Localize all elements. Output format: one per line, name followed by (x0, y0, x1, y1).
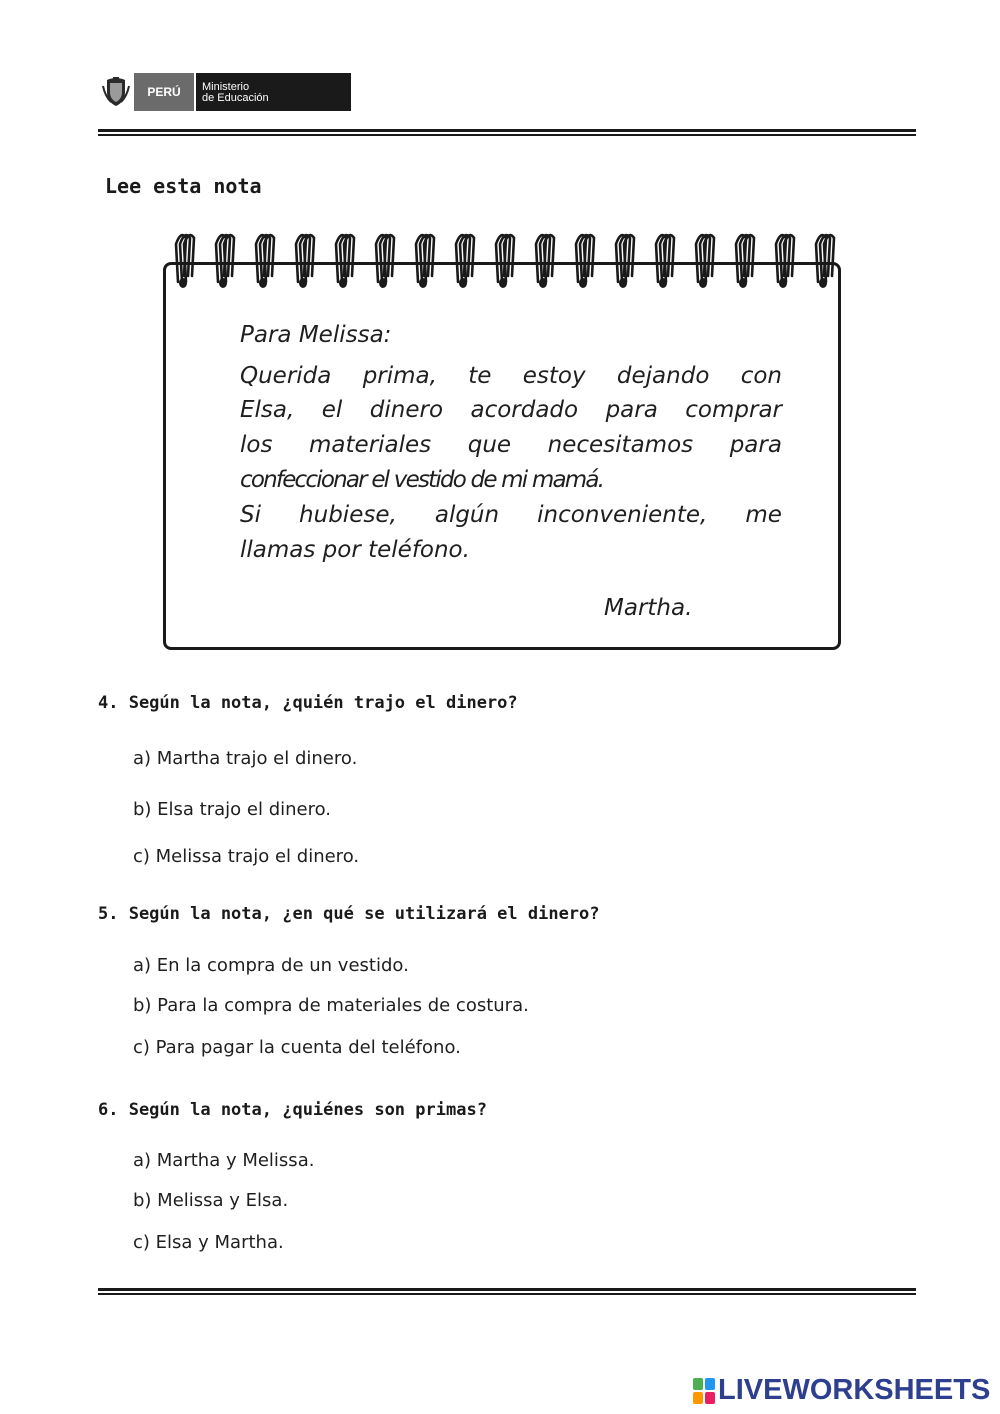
ministry-label (194, 73, 351, 111)
option-4a[interactable]: a) Martha trajo el dinero. (133, 748, 358, 769)
option-6b[interactable]: b) Melissa y Elsa. (133, 1190, 289, 1211)
spiral-ring (176, 235, 194, 288)
option-4b[interactable]: b) Elsa trajo el dinero. (133, 799, 332, 820)
note-signature: Martha. (604, 595, 693, 621)
ministry-line-1: Ministerio (202, 81, 250, 93)
word: me (745, 502, 782, 528)
word: te (468, 363, 492, 389)
spiral-ring (496, 235, 514, 288)
word: Querida (240, 363, 332, 389)
spiral-ring (776, 235, 794, 288)
word: para (605, 397, 658, 423)
note-line-6: llamas por teléfono. (240, 537, 470, 563)
note-greeting: Para Melissa: (240, 322, 392, 348)
ministry-line-2: de Educación (202, 92, 269, 104)
instruction-heading: Lee esta nota (105, 174, 262, 198)
word: algún (434, 502, 500, 528)
word: Elsa, (240, 397, 295, 423)
note-line-4: confeccionar el vestido de mi mamá. (240, 467, 604, 493)
coat-of-arms-icon (98, 73, 134, 111)
note-line-3 (240, 432, 782, 458)
option-5c[interactable]: c) Para pagar la cuenta del teléfono. (133, 1037, 461, 1058)
option-6c[interactable]: c) Elsa y Martha. (133, 1232, 284, 1253)
question-4: 4. Según la nota, ¿quién trajo el dinero? (98, 693, 518, 713)
liveworksheets-mark-icon (693, 1378, 715, 1404)
word: para (729, 432, 782, 458)
liveworksheets-brand: LIVEWORKSHEETS (718, 1374, 991, 1406)
spiral-ring (656, 235, 674, 288)
spiral-ring (376, 235, 394, 288)
country-label: PERÚ (134, 73, 194, 111)
word: dejando (616, 363, 710, 389)
ministry-logo (98, 73, 351, 111)
spiral-ring (416, 235, 434, 288)
note-line-5 (240, 502, 782, 528)
option-6a[interactable]: a) Martha y Melissa. (133, 1150, 315, 1171)
word: hubiese, (299, 502, 397, 528)
footer-divider (98, 1288, 916, 1296)
note-line-1 (240, 363, 782, 389)
word: acordado (470, 397, 579, 423)
spiral-ring (696, 235, 714, 288)
spiral-ring (616, 235, 634, 288)
option-4c[interactable]: c) Melissa trajo el dinero. (133, 846, 360, 867)
spiral-ring (216, 235, 234, 288)
word: dinero (369, 397, 444, 423)
word: necesitamos (547, 432, 694, 458)
question-5: 5. Según la nota, ¿en qué se utilizará el dinero? (98, 904, 600, 924)
word: con (740, 363, 782, 389)
spiral-ring (816, 235, 834, 288)
word: prima, (362, 363, 437, 389)
spiral-ring (736, 235, 754, 288)
word: los (240, 432, 273, 458)
spiral-ring (256, 235, 274, 288)
word: Si (240, 502, 261, 528)
spiral-ring (456, 235, 474, 288)
option-5b[interactable]: b) Para la compra de materiales de costura. (133, 995, 529, 1016)
spiral-ring (336, 235, 354, 288)
spiral-ring (536, 235, 554, 288)
word: el (321, 397, 343, 423)
word: comprar (685, 397, 782, 423)
option-5a[interactable]: a) En la compra de un vestido. (133, 955, 409, 976)
spiral-binding-icon (163, 226, 841, 296)
note-line-2 (240, 397, 782, 423)
liveworksheets-logo[interactable] (693, 1374, 990, 1407)
word: estoy (522, 363, 586, 389)
header-divider (98, 129, 916, 137)
word: inconveniente, (537, 502, 708, 528)
spiral-ring (576, 235, 594, 288)
question-6: 6. Según la nota, ¿quiénes son primas? (98, 1100, 487, 1120)
spiral-ring (296, 235, 314, 288)
word: que (467, 432, 512, 458)
word: materiales (309, 432, 432, 458)
